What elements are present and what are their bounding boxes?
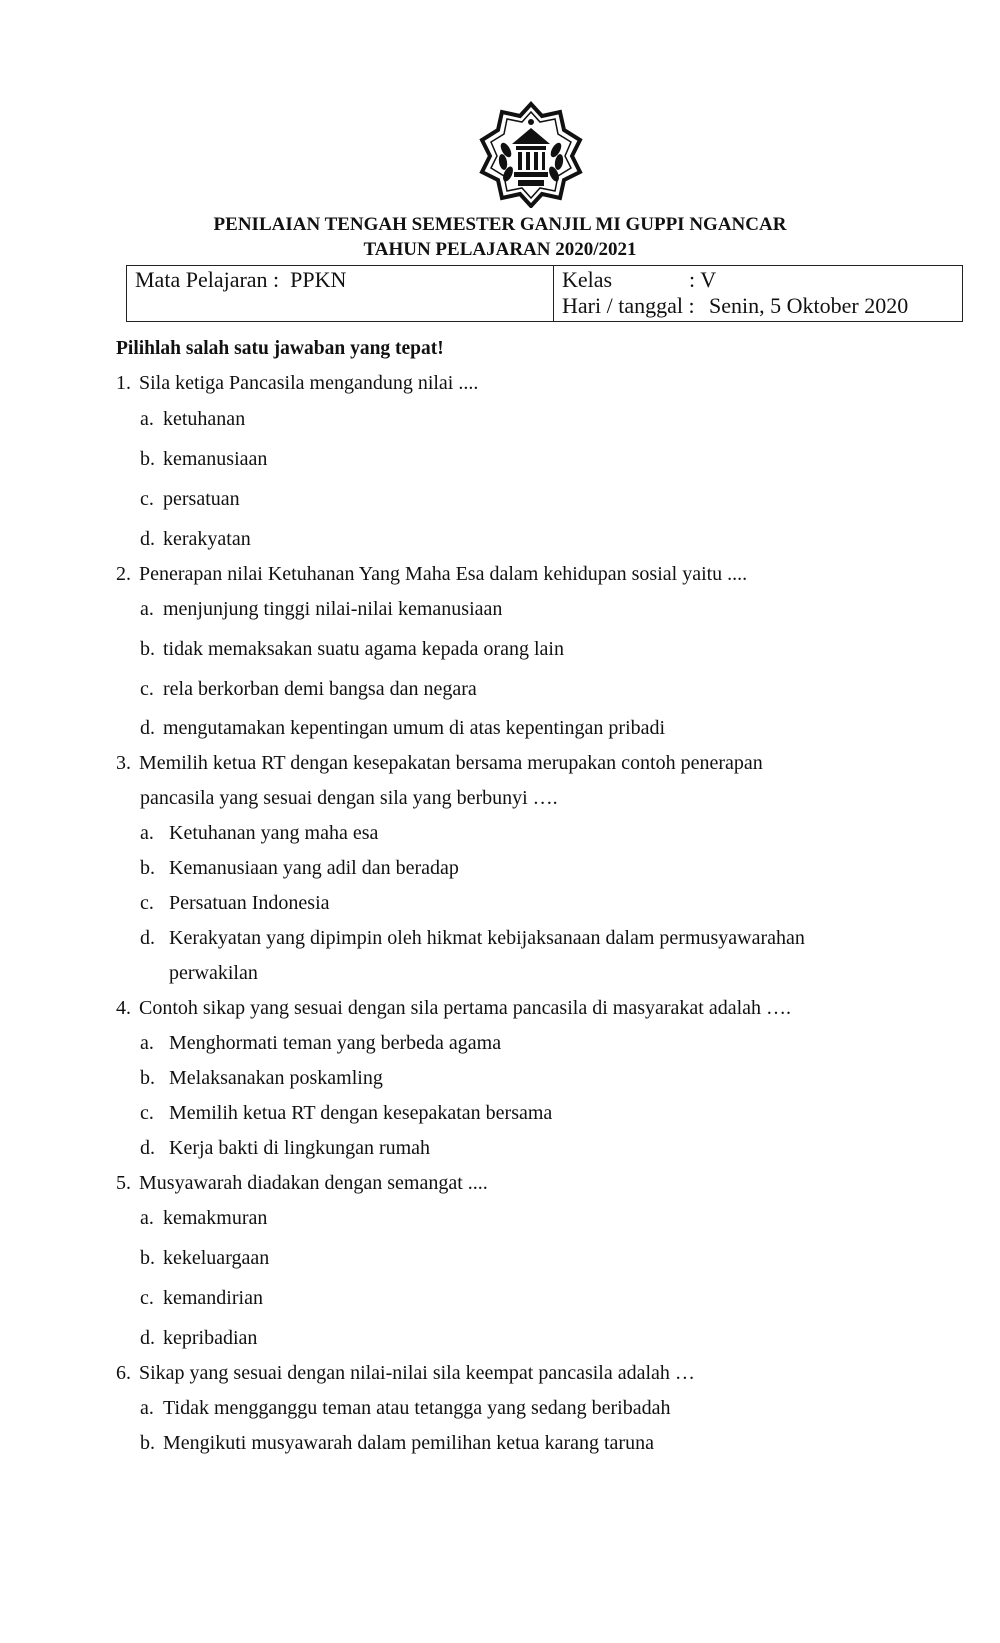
option-text: Persatuan Indonesia (169, 892, 330, 914)
subject-label: Mata Pelajaran : (135, 267, 280, 292)
option-1d[interactable] (140, 528, 251, 551)
option-text: Melaksanakan poskamling (169, 1067, 383, 1089)
question-text: Contoh sikap yang sesuai dengan sila pertama pancasila di masyarakat adalah …. (139, 997, 792, 1019)
question-text: Penerapan nilai Ketuhanan Yang Maha Esa dalam kehidupan sosial yaitu .... (139, 563, 748, 585)
option-text: ketuhanan (163, 408, 246, 430)
option-letter: a. (140, 1207, 154, 1229)
option-letter: b. (140, 638, 155, 660)
option-1b[interactable] (140, 448, 267, 471)
option-6b[interactable] (140, 1432, 654, 1455)
option-letter: c. (140, 1102, 154, 1124)
option-3b[interactable] (140, 857, 459, 880)
question-4 (116, 997, 791, 1020)
option-2d[interactable] (140, 717, 665, 740)
option-text: Kemanusiaan yang adil dan beradap (169, 857, 459, 879)
question-6 (116, 1362, 695, 1385)
option-2c[interactable] (140, 678, 477, 701)
question-number: 6. (116, 1362, 131, 1384)
question-5 (116, 1172, 488, 1195)
option-5d[interactable] (140, 1327, 257, 1350)
option-text: menjunjung tinggi nilai-nilai kemanusiaan (163, 598, 503, 620)
option-letter: a. (140, 822, 154, 844)
date-value: Senin, 5 Oktober 2020 (709, 293, 909, 318)
option-letter: c. (140, 488, 154, 510)
class-value: : V (689, 267, 717, 292)
question-number: 1. (116, 372, 131, 394)
option-6a[interactable] (140, 1397, 670, 1420)
question-text: Sikap yang sesuai dengan nilai-nilai sila keempat pancasila adalah … (139, 1362, 695, 1384)
option-letter: d. (140, 1137, 155, 1159)
question-1 (116, 372, 478, 395)
option-1c[interactable] (140, 488, 240, 511)
date-label: Hari / tanggal : (562, 293, 695, 318)
subject-value: PPKN (290, 267, 347, 292)
option-letter: a. (140, 1397, 154, 1419)
question-number: 5. (116, 1172, 131, 1194)
question-3-continuation: pancasila yang sesuai dengan sila yang berbunyi …. (140, 787, 558, 809)
option-3d[interactable] (140, 927, 805, 950)
option-letter: b. (140, 448, 155, 470)
option-letter: d. (140, 717, 155, 739)
option-letter: d. (140, 528, 155, 550)
option-text: kemakmuran (163, 1207, 268, 1229)
option-5a[interactable] (140, 1207, 267, 1230)
option-2a[interactable] (140, 598, 502, 621)
question-3 (116, 752, 763, 775)
subject-cell (127, 266, 554, 322)
option-text: kerakyatan (163, 528, 251, 550)
option-4a[interactable] (140, 1032, 501, 1055)
option-4c[interactable] (140, 1102, 552, 1125)
exam-info-table (126, 265, 963, 322)
academic-year: TAHUN PELAJARAN 2020/2021 (363, 239, 637, 260)
question-number: 3. (116, 752, 131, 774)
option-4d[interactable] (140, 1137, 430, 1160)
option-text: kepribadian (163, 1327, 258, 1349)
question-2 (116, 563, 747, 586)
question-number: 4. (116, 997, 131, 1019)
option-text: kekeluargaan (163, 1247, 270, 1269)
class-date-cell (554, 266, 963, 322)
option-letter: a. (140, 598, 154, 620)
option-text: Kerakyatan yang dipimpin oleh hikmat kebijaksanaan dalam permusyawarahan (169, 927, 805, 949)
option-3a[interactable] (140, 822, 378, 845)
option-text: Memilih ketua RT dengan kesepakatan bersama (169, 1102, 553, 1124)
option-text: kemandirian (163, 1287, 263, 1309)
question-text: Musyawarah diadakan dengan semangat .... (139, 1172, 488, 1194)
option-5c[interactable] (140, 1287, 263, 1310)
option-text: tidak memaksakan suatu agama kepada orang lain (163, 638, 564, 660)
option-letter: c. (140, 892, 154, 914)
option-letter: c. (140, 678, 154, 700)
option-text: Ketuhanan yang maha esa (169, 822, 379, 844)
option-text: rela berkorban demi bangsa dan negara (163, 678, 477, 700)
option-1a[interactable] (140, 408, 245, 431)
option-letter: b. (140, 1432, 155, 1454)
question-number: 2. (116, 563, 131, 585)
option-3d-continuation: perwakilan (169, 962, 258, 984)
option-letter: c. (140, 1287, 154, 1309)
school-emblem-icon (476, 100, 586, 208)
option-2b[interactable] (140, 638, 564, 661)
option-letter: b. (140, 1247, 155, 1269)
question-text: Memilih ketua RT dengan kesepakatan bersama merupakan contoh penerapan (139, 752, 763, 774)
option-text: persatuan (163, 488, 240, 510)
option-text: Mengikuti musyawarah dalam pemilihan ketua karang taruna (163, 1432, 654, 1454)
class-label: Kelas (562, 267, 613, 292)
option-text: Kerja bakti di lingkungan rumah (169, 1137, 431, 1159)
option-4b[interactable] (140, 1067, 383, 1090)
option-text: mengutamakan kepentingan umum di atas kepentingan pribadi (163, 717, 666, 739)
option-letter: b. (140, 857, 155, 879)
question-text: Sila ketiga Pancasila mengandung nilai .... (139, 372, 479, 394)
exam-title: PENILAIAN TENGAH SEMESTER GANJIL MI GUPPI NGANCAR (213, 214, 787, 235)
option-letter: b. (140, 1067, 155, 1089)
option-letter: a. (140, 1032, 154, 1054)
option-text: kemanusiaan (163, 448, 268, 470)
option-text: Menghormati teman yang berbeda agama (169, 1032, 502, 1054)
option-3c[interactable] (140, 892, 330, 915)
option-letter: a. (140, 408, 154, 430)
option-letter: d. (140, 927, 155, 949)
option-5b[interactable] (140, 1247, 269, 1270)
option-letter: d. (140, 1327, 155, 1349)
instruction: Pilihlah salah satu jawaban yang tepat! (116, 338, 444, 359)
option-text: Tidak mengganggu teman atau tetangga yang sedang beribadah (163, 1397, 671, 1419)
